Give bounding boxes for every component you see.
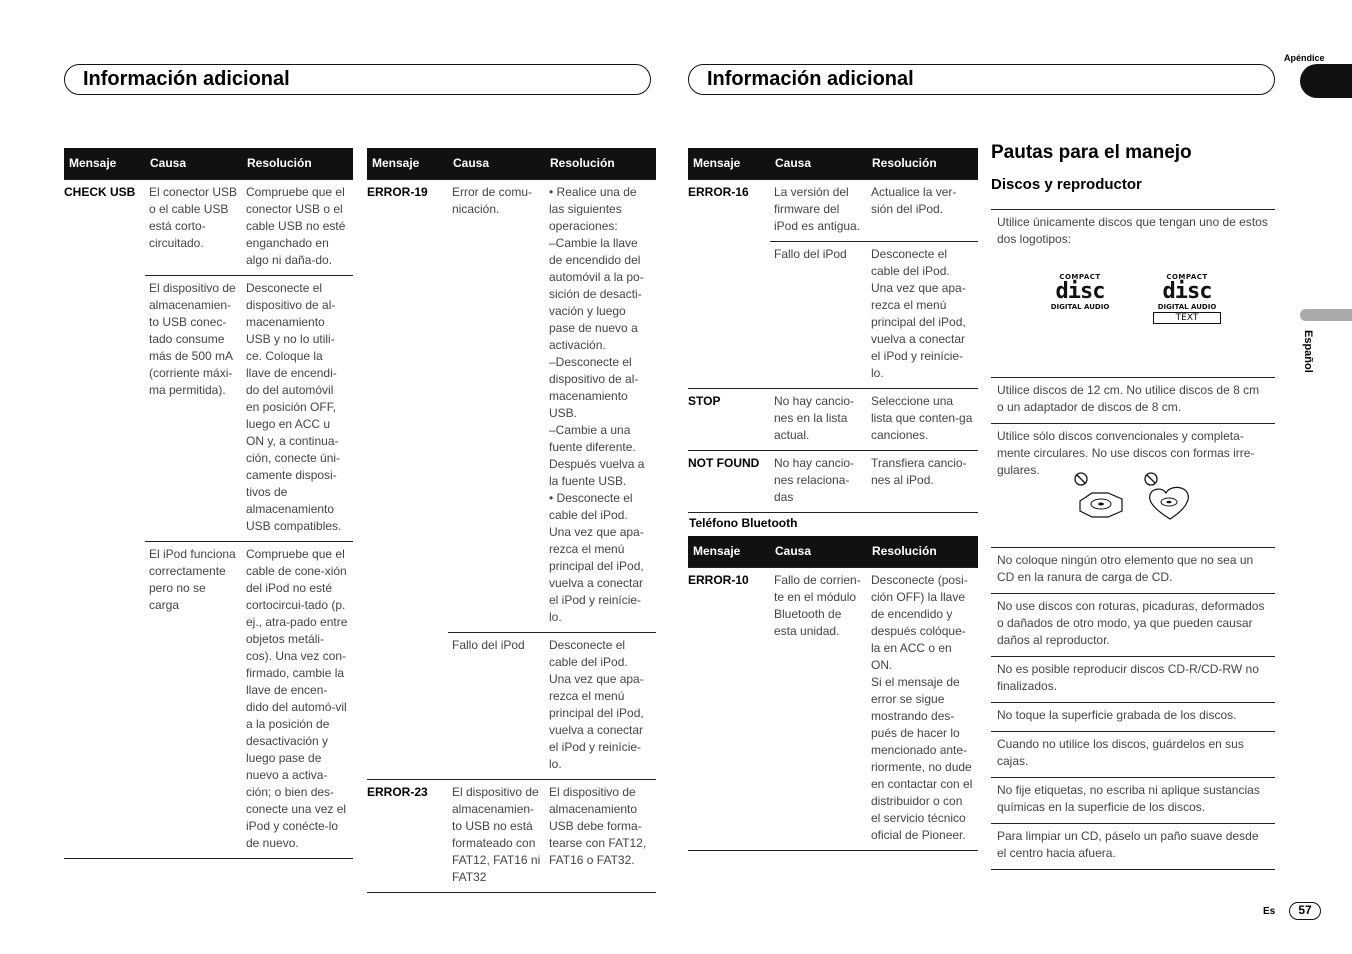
table-row bbox=[64, 179, 353, 275]
resolution-cell: Desconecte el cable del iPod. Una vez que apa-rezca el menú principal del iPod, vuelva a conectar el iPod y reinície-lo. bbox=[545, 632, 656, 779]
language-label: Español bbox=[1302, 330, 1314, 373]
col-causa: Causa bbox=[448, 148, 545, 179]
tip-item: No es posible reproducir discos CD-R/CD-RW no finalizados. bbox=[991, 656, 1275, 702]
chapter-tab bbox=[1300, 64, 1352, 98]
message-cell: NOT FOUND bbox=[688, 450, 770, 512]
error-table-1 bbox=[64, 148, 353, 859]
cause-cell: Fallo del iPod bbox=[448, 632, 545, 779]
table-row bbox=[688, 388, 978, 450]
tip-item: No use discos con roturas, picaduras, deformados o dañados de otro modo, ya que pueden causar daños al reproductor. bbox=[991, 593, 1275, 656]
tip-item: No coloque ningún otro elemento que no sea un CD en la ranura de carga de CD. bbox=[991, 547, 1275, 593]
table-row bbox=[64, 275, 353, 541]
resolution-cell: Desconecte el cable del iPod. Una vez que apa-rezca el menú principal del iPod, vuelva a conectar el iPod y reinície-lo. bbox=[867, 241, 978, 388]
table-row bbox=[688, 450, 978, 512]
col-causa: Causa bbox=[770, 148, 867, 179]
cause-cell: El dispositivo de almacenamien-to USB no está formateado con FAT12, FAT16 ni FAT32 bbox=[448, 779, 545, 892]
tip-item: Cuando no utilice los discos, guárdelos en sus cajas. bbox=[991, 731, 1275, 777]
message-cell bbox=[64, 275, 145, 541]
irregular-disc-forbidden-icon bbox=[1072, 471, 1128, 521]
col-mensaje: Mensaje bbox=[64, 148, 145, 179]
handling-tips bbox=[991, 209, 1275, 870]
message-cell: CHECK USB bbox=[64, 179, 145, 275]
col-resolucion: Resolución bbox=[867, 536, 978, 567]
message-cell: ERROR-19 bbox=[367, 179, 448, 632]
footer-language: Es bbox=[1263, 906, 1276, 917]
handling-subtitle: Discos y reproductor bbox=[991, 176, 1142, 193]
col-causa: Causa bbox=[145, 148, 242, 179]
error-table-3 bbox=[688, 148, 978, 513]
col-resolucion: Resolución bbox=[545, 148, 656, 179]
compact-disc-text-logo: COMPACT disc DIGITAL AUDIO TEXT bbox=[1153, 273, 1221, 324]
col-mensaje: Mensaje bbox=[367, 148, 448, 179]
col-mensaje: Mensaje bbox=[688, 536, 770, 567]
cause-cell: No hay cancio-nes en la lista actual. bbox=[770, 388, 867, 450]
heart-disc-forbidden-icon bbox=[1142, 471, 1198, 521]
cause-cell: El iPod funciona correctamente pero no se carga bbox=[145, 541, 242, 858]
message-cell: ERROR-10 bbox=[688, 567, 770, 850]
tip-item: No fije etiquetas, no escriba ni aplique sustancias químicas en la superficie de los discos. bbox=[991, 777, 1275, 823]
cause-cell: Error de comu-nicación. bbox=[448, 179, 545, 632]
handling-title: Pautas para el manejo bbox=[991, 142, 1192, 163]
language-tab bbox=[1300, 309, 1352, 321]
tip-item: Para limpiar un CD, páselo un paño suave desde el centro hacia afuera. bbox=[991, 823, 1275, 870]
table-row bbox=[367, 179, 656, 632]
section-title-right: Información adicional bbox=[707, 68, 914, 90]
resolution-cell: • Realice una de las siguientes operaciones: –Cambie la llave de encendido del automóvil a la po-sición de desacti-vación y luego pase de nuevo a activación. –Desconecte el dispositivo de al-macenamiento USB. –Cambie a una fuente diferente. Después vuelva a la fuente USB. • Desconecte el cable del iPod. Una vez que apa-rezca el menú principal del iPod, vuelva a conectar el iPod y reinície-lo. bbox=[545, 179, 656, 632]
tip-item: Utilice únicamente discos que tengan uno de estos dos logotipos: bbox=[991, 209, 1275, 377]
resolution-cell: Desconecte (posi-ción OFF) la llave de encendido y después colóque-la en ACC o en ON. Si el mensaje de error se sigue mostrando des-pués de hacer lo mencionado ante-riormente, no dude en contactar con el distribuidor o con el servicio técnico oficial de Pioneer. bbox=[867, 567, 978, 850]
error-table-2 bbox=[367, 148, 656, 893]
section-title-left: Información adicional bbox=[83, 68, 290, 90]
section-banner-left bbox=[64, 64, 651, 95]
compact-disc-logo: COMPACT disc DIGITAL AUDIO bbox=[1050, 273, 1110, 311]
resolution-cell: Transfiera cancio-nes al iPod. bbox=[867, 450, 978, 512]
resolution-cell: Actualice la ver-sión del iPod. bbox=[867, 179, 978, 241]
resolution-cell: El dispositivo de almacenamiento USB debe forma-tearse con FAT12, FAT16 o FAT32. bbox=[545, 779, 656, 892]
table-row bbox=[688, 567, 978, 850]
bluetooth-heading: Teléfono Bluetooth bbox=[689, 516, 798, 530]
table-row bbox=[367, 632, 656, 779]
message-cell: ERROR-16 bbox=[688, 179, 770, 241]
resolution-cell: Seleccione una lista que conten-ga canciones. bbox=[867, 388, 978, 450]
resolution-cell: Desconecte el dispositivo de al-macenamiento USB y no lo utili-ce. Coloque la llave de encendi-do del automóvil en posición OFF, luego en ACC u ON y, a continua-ción, conecte úni-camente disposi-tivos de almacenamiento USB compatibles. bbox=[242, 275, 353, 541]
cause-cell: El conector USB o el cable USB está corto-circuitado. bbox=[145, 179, 242, 275]
error-table-4 bbox=[688, 536, 978, 851]
cause-cell: Fallo del iPod bbox=[770, 241, 867, 388]
tip-item: No toque la superficie grabada de los discos. bbox=[991, 702, 1275, 731]
cause-cell: Fallo de corrien-te en el módulo Bluetooth de esta unidad. bbox=[770, 567, 867, 850]
cause-cell: El dispositivo de almacenamien-to USB conec-tado consume más de 500 mA (corriente máxi-ma permitida). bbox=[145, 275, 242, 541]
message-cell bbox=[367, 632, 448, 779]
message-cell bbox=[64, 541, 145, 858]
message-cell: STOP bbox=[688, 388, 770, 450]
col-mensaje: Mensaje bbox=[688, 148, 770, 179]
section-banner-right bbox=[688, 64, 1275, 95]
page-number: 57 bbox=[1289, 902, 1321, 920]
resolution-cell: Compruebe que el cable de cone-xión del iPod no esté cortocircui-tado (p. ej., atra-pado entre objetos metáli-cos). Una vez con-firmado, cambie la llave de encen-dido del automó-vil a la posición de desactivación y luego pase de nuevo a activa-ción; o bien des-conecte una vez el iPod y conécte-lo de nuevo. bbox=[242, 541, 353, 858]
message-cell bbox=[688, 241, 770, 388]
cause-cell: La versión del firmware del iPod es antigua. bbox=[770, 179, 867, 241]
col-resolucion: Resolución bbox=[867, 148, 978, 179]
resolution-cell: Compruebe que el conector USB o el cable USB no esté enganchado en algo ni daña-do. bbox=[242, 179, 353, 275]
table-row bbox=[367, 779, 656, 892]
table-row bbox=[688, 179, 978, 241]
tip-item: Utilice sólo discos convencionales y completa-mente circulares. No use discos con formas irre-gulares. bbox=[991, 423, 1275, 547]
col-causa: Causa bbox=[770, 536, 867, 567]
table-row bbox=[688, 241, 978, 388]
tip-item: Utilice discos de 12 cm. No utilice discos de 8 cm o un adaptador de discos de 8 cm. bbox=[991, 377, 1275, 423]
col-resolucion: Resolución bbox=[242, 148, 353, 179]
message-cell: ERROR-23 bbox=[367, 779, 448, 892]
cause-cell: No hay cancio-nes relaciona-das bbox=[770, 450, 867, 512]
appendix-label: Apéndice bbox=[1284, 53, 1325, 63]
table-row bbox=[64, 541, 353, 858]
